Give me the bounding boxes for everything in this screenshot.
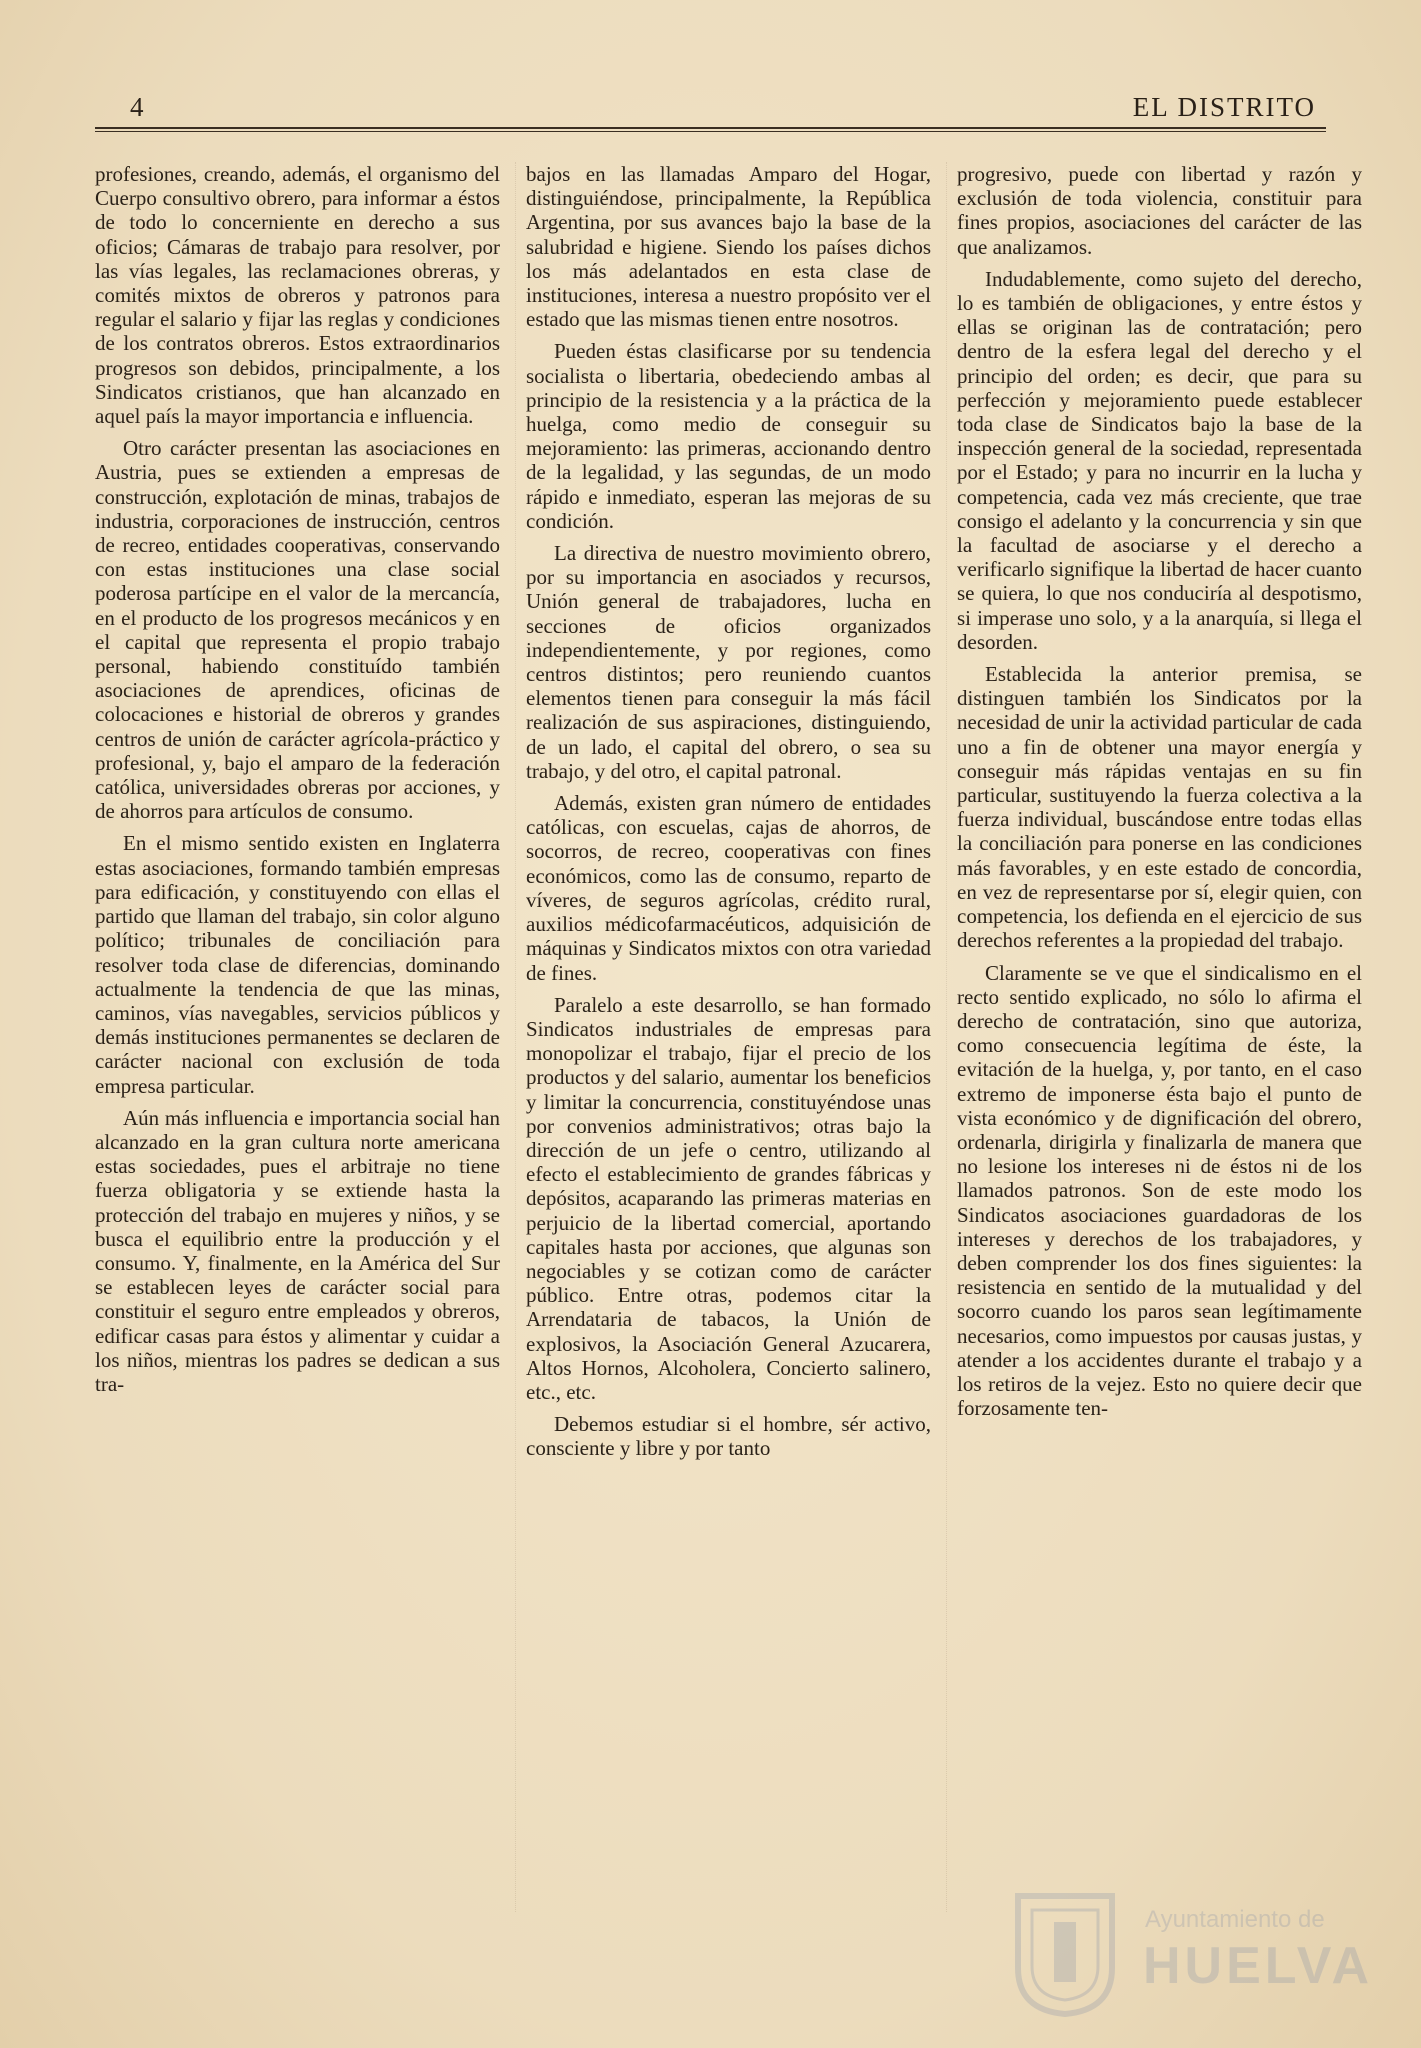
publication-title: EL DISTRITO bbox=[1132, 92, 1316, 122]
paragraph: Indudablemente, como sujeto del derecho, lo es también de obligaciones, y entre éstos y ellas se originan las de contratación; pero dentro de la esfera legal del derecho y el principio del orden; es decir, que para su perfección y mejoramiento puede establecer toda clase de Sindicatos bajo la base de la inspección general de la sociedad, representada por el Estado; y para no incurrir en la lucha y competencia, cada vez más creciente, que trae consigo el adelanto y la concurrencia y sin que la facultad de asociarse y el derecho a verificarlo signifique la libertad de hacer cuanto se quiera, lo que nos conduciría al despotismo, si imperase uno solo, y a la anarquía, si llega el desorden. bbox=[957, 266, 1362, 654]
paragraph: profesiones, creando, además, el organismo del Cuerpo consultivo obrero, para informar a éstos de todo lo concerniente en derecho a sus oficios; Cámaras de trabajo para resolver, por las vías legales, las reclamaciones obreras, y comités mixtos de obreros y patronos para regular el salario y fijar las reglas y condiciones de los contratos obreros. Estos extraordinarios progresos son debidos, principalmente, a los Sindicatos cristianos, que han alcanzado en aquel país la mayor importancia e influencia. bbox=[95, 162, 500, 429]
header-rule bbox=[95, 127, 1326, 129]
paragraph: Otro carácter presentan las asociaciones en Austria, pues se extienden a empresas de construcción, explotación de minas, trabajos de industria, corporaciones de instrucción, centros de recreo, entidades cooperativas, conservando con estas instituciones una clase social poderosa partícipe en el valor de la mercancía, en el producto de los progresos mecánicos y en el capital que representa el propio trabajo personal, habiendo constituído también asociaciones de aprendices, oficinas de colocaciones e historial de obreros y grandes centros de unión de carácter agrícola-práctico y profesional, y, bajo el amparo de la federación católica, universidades obreras por acciones, y de ahorros para artículos de consumo. bbox=[95, 436, 500, 824]
page-number: 4 bbox=[130, 92, 145, 122]
city-shield-icon bbox=[1010, 1888, 1120, 2018]
paragraph: progresivo, puede con libertad y razón y exclusión de toda violencia, constituir para fines propios, asociaciones del carácter de las que analizamos. bbox=[957, 162, 1362, 259]
text-column-3 bbox=[957, 162, 1362, 1420]
paragraph: Pueden éstas clasificarse por su tendencia socialista o libertaria, obedeciendo ambas al principio de la resistencia y a la práctica de la huelga, como medio de conseguir su mejoramiento: las primeras, accionando dentro de la legalidad, y las segundas, de un modo rápido e inmediato, esperan las mejoras de su condición. bbox=[526, 339, 931, 533]
paragraph: bajos en las llamadas Amparo del Hogar, distinguiéndose, principalmente, la República Argentina, por sus avances bajo la base de la salubridad e higiene. Siendo los países dichos los más adelantados en esta clase de instituciones, interesa a nuestro propósito ver el estado que las mismas tienen entre nosotros. bbox=[526, 162, 931, 332]
paragraph: En el mismo sentido existen en Inglaterra estas asociaciones, formando también empresas para edificación, y constituyendo con ellas el partido que llaman del trabajo, sin color alguno político; tribunales de conciliación para resolver toda clase de diferencias, dominando actualmente la tendencia de que las minas, caminos, vías navegables, servicios públicos y demás instituciones permanentes se declaren de carácter nacional con exclusión de toda empresa particular. bbox=[95, 831, 500, 1098]
watermark-line1: Ayuntamiento de bbox=[1145, 1906, 1325, 1933]
page-header bbox=[95, 92, 1326, 124]
paragraph: Claramente se ve que el sindicalismo en el recto sentido explicado, no sólo lo afirma el derecho de contratación, sino que autoriza, como consecuencia legítima de éste, la evitación de la huelga, y, por tanto, en el caso extremo de imponerse ésta bajo el punto de vista económico y de dignificación del obrero, ordenarla, dirigirla y finalizarla de manera que no lesione los intereses ni de éstos ni de los llamados patronos. Son de este modo los Sindicatos asociaciones guardadoras de los intereses y derechos de los trabajadores, y deben comprender los dos fines siguientes: la resistencia en sentido de la mutualidad y del socorro cuando los paros sean legítimamente necesarios, como impuestos por causas justas, y atender a los accidentes durante el trabajo y a los retiros de la vejez. Esto no quiere decir que forzosamente ten- bbox=[957, 960, 1362, 1421]
watermark-line2: HUELVA bbox=[1143, 1937, 1374, 1995]
archive-watermark bbox=[1010, 1888, 1374, 2018]
column-divider bbox=[515, 162, 516, 1912]
paragraph: Establecida la anterior premisa, se distinguen también los Sindicatos por la necesidad de unir la actividad particular de cada uno a fin de obtener una mayor energía y conseguir más rápidas ventajas en su fin particular, sustituyendo la fuerza colectiva a la fuerza individual, buscándose entre todas ellas la conciliación para ponerse en las condiciones más favorables, y en este estado de concordia, en vez de representarse por sí, elegir quien, con competencia, los defienda en el ejercicio de sus derechos referentes a la propiedad del trabajo. bbox=[957, 662, 1362, 953]
paragraph: Aún más influencia e importancia social han alcanzado en la gran cultura norte americana estas sociedades, pues el arbitraje no tiene fuerza obligatoria y se extiende hasta la protección del trabajo en mujeres y niños, y se busca el equilibrio entre la producción y el consumo. Y, finalmente, en la América del Sur se establecen leyes de carácter social para constituir el seguro entre empleados y obreros, edificar casas para éstos y alimentar y cuidar a los niños, mientras los padres se dedican a sus tra- bbox=[95, 1105, 500, 1396]
paragraph: La directiva de nuestro movimiento obrero, por su importancia en asociados y recursos, Unión general de trabajadores, lucha en secciones de oficios organizados independientemente, y por regiones, como centros distintos; pero reuniendo cuantos elementos tienen para conseguir la más fácil realización de sus aspiraciones, distinguiendo, de un lado, el capital del obrero, o sea su trabajo, y del otro, el capital patronal. bbox=[526, 541, 931, 783]
text-column-2 bbox=[526, 162, 931, 1461]
header-rule-thin bbox=[95, 131, 1326, 132]
paragraph: Debemos estudiar si el hombre, sér activo, consciente y libre y por tanto bbox=[526, 1412, 931, 1461]
column-divider bbox=[946, 162, 947, 1912]
paragraph: Además, existen gran número de entidades católicas, con escuelas, cajas de ahorros, de socorros, de recreo, cooperativas con fines económicos, como las de consumo, reparto de víveres, de seguros agrícolas, crédito rural, auxilios médicofarmacéuticos, adquisición de máquinas y Sindicatos mixtos con otra variedad de fines. bbox=[526, 791, 931, 985]
paragraph: Paralelo a este desarrollo, se han formado Sindicatos industriales de empresas para monopolizar el trabajo, fijar el precio de los productos y del salario, aumentar los beneficios y limitar la concurrencia, constituyéndose unas por convenios administrativos; otras bajo la dirección de un jefe o centro, utilizando al efecto el establecimiento de grandes fábricas y depósitos, acaparando las primeras materias en perjuicio de la libertad comercial, aportando capitales hasta por acciones, que algunas son negociables y se cotizan como de carácter público. Entre otras, podemos citar la Arrendataria de tabacos, la Unión de explosivos, la Asociación General Azucarera, Altos Hornos, Alcoholera, Concierto salinero, etc., etc. bbox=[526, 992, 931, 1404]
text-column-1 bbox=[95, 162, 500, 1396]
